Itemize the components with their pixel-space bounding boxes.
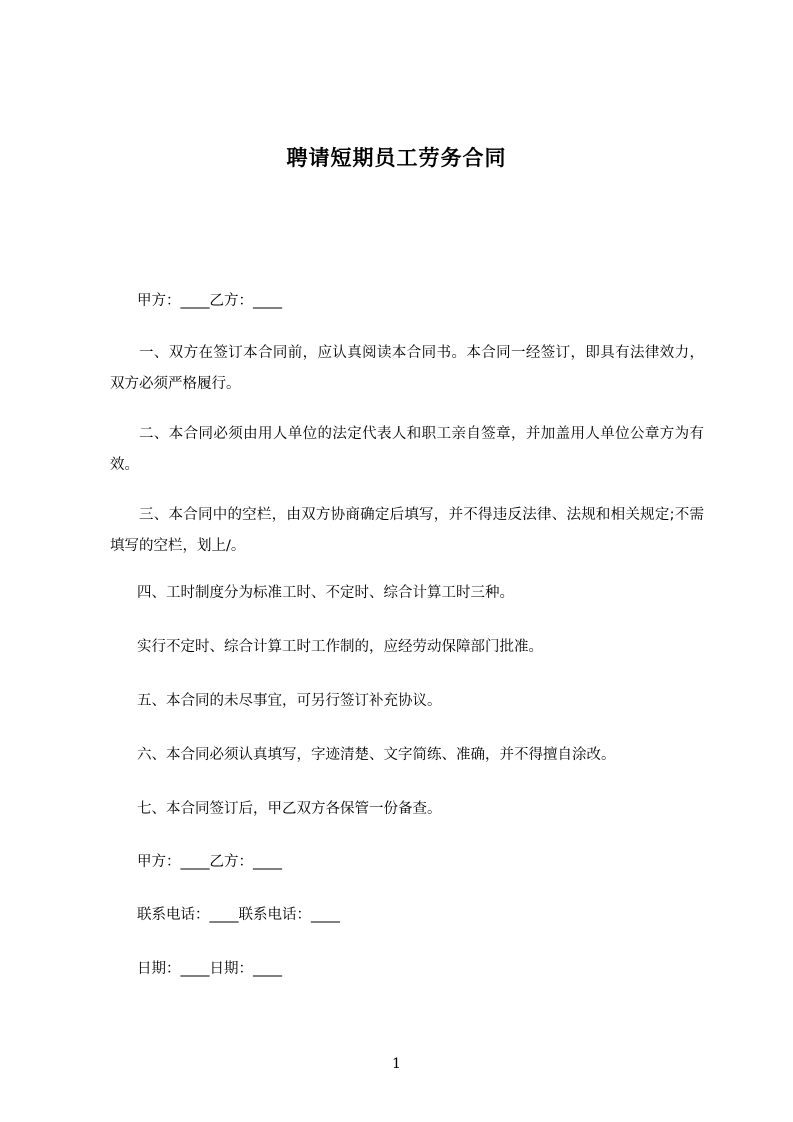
signature-dates: 日期：____日期：____	[137, 961, 282, 977]
clause-1: 一、双方在签订本合同前，应认真阅读本合同书。本合同一经签订，即具有法律效力，双方必须严格履行。	[110, 345, 704, 392]
clause-3: 三、本合同中的空栏，由双方协商确定后填写，并不得违反法律、法规和相关规定;不需填写的空栏，划上/。	[110, 507, 704, 554]
page-number: 1	[392, 1056, 401, 1072]
clause-2: 二、本合同必须由用人单位的法定代表人和职工亲自签章，并加盖用人单位公章方为有效。	[110, 426, 704, 473]
document-title: 聘请短期员工劳务合同	[286, 146, 507, 170]
signature-phones: 联系电话：____联系电话：____	[137, 907, 340, 923]
signature-parties: 甲方：____乙方：____	[137, 854, 282, 870]
clause-5: 五、本合同的未尽事宜，可另行签订补充协议。	[137, 693, 442, 709]
parties-line-top: 甲方：____乙方：____	[137, 293, 282, 309]
clause-4-note: 实行不定时、综合计算工时工作制的，应经劳动保障部门批准。	[137, 639, 543, 655]
clause-7: 七、本合同签订后，甲乙双方各保管一份备查。	[137, 801, 442, 817]
clause-6: 六、本合同必须认真填写，字迹清楚、文字简练、准确，并不得擅自涂改。	[137, 747, 616, 763]
clause-4: 四、工时制度分为标准工时、不定时、综合计算工时三种。	[137, 585, 514, 601]
